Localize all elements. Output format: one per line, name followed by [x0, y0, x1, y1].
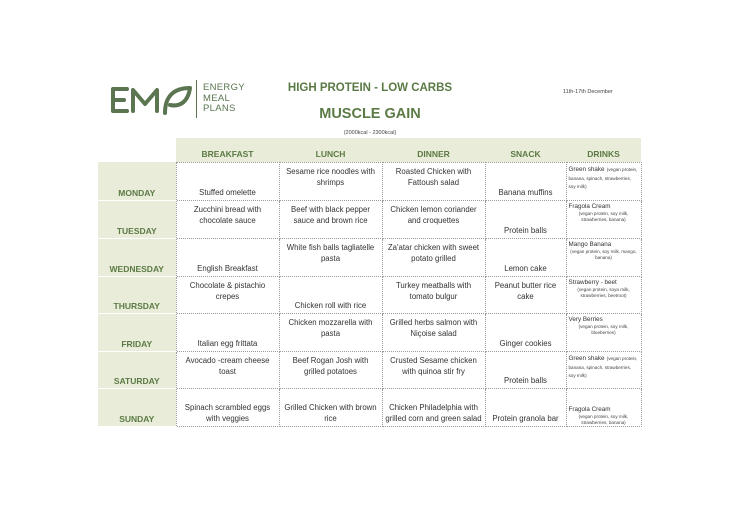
logo-divider: [196, 80, 197, 118]
snack-cell: Protein balls: [485, 200, 566, 238]
snack-cell: Protein granola bar: [485, 388, 566, 426]
lunch-cell: Beef with black pepper sauce and brown rice: [279, 200, 382, 238]
plan-subtitle: HIGH PROTEIN - LOW CARBS: [287, 82, 453, 94]
brand-name-line: ENERGY: [203, 82, 245, 93]
table-row: [98, 200, 641, 238]
column-header-dinner: DINNER: [382, 138, 485, 162]
column-header-drinks: DRINKS: [566, 138, 641, 162]
brand-name: [203, 83, 245, 115]
table-row: [98, 238, 641, 276]
drink-ingredients: (vegan protein, banana, spinach, strawberries, soy milk): [568, 166, 638, 189]
day-label: THURSDAY: [98, 276, 176, 313]
column-header-lunch: LUNCH: [279, 138, 382, 162]
lunch-cell: Chicken mozzarella with pasta: [279, 313, 382, 351]
drink-ingredients: (vegan protein, soya milk, strawberries, beetroot): [577, 286, 630, 298]
drink-cell: [566, 351, 641, 388]
table-row: [98, 276, 641, 313]
day-label: FRIDAY: [98, 313, 176, 351]
lunch-cell: Chicken roll with rice: [279, 276, 382, 313]
breakfast-cell: Stuffed omelette: [176, 162, 279, 200]
day-label: TUESDAY: [98, 200, 176, 238]
dinner-cell: Chicken Philadelphia with grilled corn and green salad: [382, 388, 485, 426]
drink-cell: [566, 200, 641, 238]
drink-name: Very Berries: [568, 315, 603, 323]
snack-cell: Ginger cookies: [485, 313, 566, 351]
lunch-cell: White fish balls tagliatelle pasta: [279, 238, 382, 276]
drink-name: Strawberry - beet: [568, 278, 617, 286]
calorie-range: (2000kcal - 2300kcal): [343, 130, 397, 136]
day-label: SATURDAY: [98, 351, 176, 388]
table-row: [98, 162, 641, 200]
drink-name: Fragola Cream: [568, 405, 611, 413]
column-header-snack: SNACK: [485, 138, 566, 162]
dinner-cell: Roasted Chicken with Fattoush salad: [382, 162, 485, 200]
day-label: SUNDAY: [98, 388, 176, 426]
drink-cell: [566, 238, 641, 276]
dinner-cell: Crusted Sesame chicken with quinoa stir fry: [382, 351, 485, 388]
drink-name: Green shake: [568, 354, 605, 362]
drink-name: Green shake: [568, 165, 605, 173]
dinner-cell: Turkey meatballs with tomato bulgur: [382, 276, 485, 313]
snack-cell: Peanut butter rice cake: [485, 276, 566, 313]
dinner-cell: Grilled herbs salmon with Niçoise salad: [382, 313, 485, 351]
day-label: MONDAY: [98, 162, 176, 200]
lunch-cell: Sesame rice noodles with shrimps: [279, 162, 382, 200]
drink-cell: [566, 276, 641, 313]
table-row: [98, 313, 641, 351]
lunch-cell: Grilled Chicken with brown rice: [279, 388, 382, 426]
breakfast-cell: Avocado -cream cheese toast: [176, 351, 279, 388]
table-row: [98, 351, 641, 388]
breakfast-cell: Zucchini bread with chocolate sauce: [176, 200, 279, 238]
breakfast-cell: English Breakfast: [176, 238, 279, 276]
drink-cell: [566, 313, 641, 351]
drink-ingredients: (vegan protein, soy milk, blueberries): [578, 323, 629, 335]
date-range: 11th-17th December: [563, 89, 613, 95]
drink-cell: [566, 162, 641, 200]
table-row: [98, 388, 641, 426]
drink-ingredients: (vegan protein, soy milk, strawberries, banana): [578, 210, 629, 222]
drink-name: Mango Banana: [568, 240, 612, 248]
dinner-cell: Za'atar chicken with sweet potato grilled: [382, 238, 485, 276]
dinner-cell: Chicken lemon coriander and croquettes: [382, 200, 485, 238]
day-label: WEDNESDAY: [98, 238, 176, 276]
plan-title: MUSCLE GAIN: [319, 106, 421, 122]
snack-cell: Protein balls: [485, 351, 566, 388]
table-corner: [98, 138, 176, 162]
brand-name-line: PLANS: [203, 103, 236, 114]
meal-plan-table: [98, 138, 642, 427]
snack-cell: Banana muffins: [485, 162, 566, 200]
drink-ingredients: (vegan protein, banana, spinach, strawberries, soy milk): [568, 355, 638, 378]
column-header-breakfast: BREAKFAST: [176, 138, 279, 162]
table-header-row: [98, 138, 641, 162]
breakfast-cell: Italian egg frittata: [176, 313, 279, 351]
drink-name: Fragola Cream: [568, 202, 611, 210]
drink-ingredients: (vegan protein, soy milk, strawberries, banana): [578, 413, 629, 425]
breakfast-cell: Spinach scrambled eggs with veggies: [176, 388, 279, 426]
brand-name-line: MEAL: [203, 92, 231, 104]
lunch-cell: Beef Rogan Josh with grilled potatoes: [279, 351, 382, 388]
emp-logo-mark: [108, 84, 194, 116]
drink-ingredients: (vegan protein, soy milk, mango, banana): [570, 248, 637, 260]
drink-cell: [566, 388, 641, 426]
snack-cell: Lemon cake: [485, 238, 566, 276]
brand-logo: [108, 80, 258, 122]
breakfast-cell: Chocolate & pistachio crepes: [176, 276, 279, 313]
